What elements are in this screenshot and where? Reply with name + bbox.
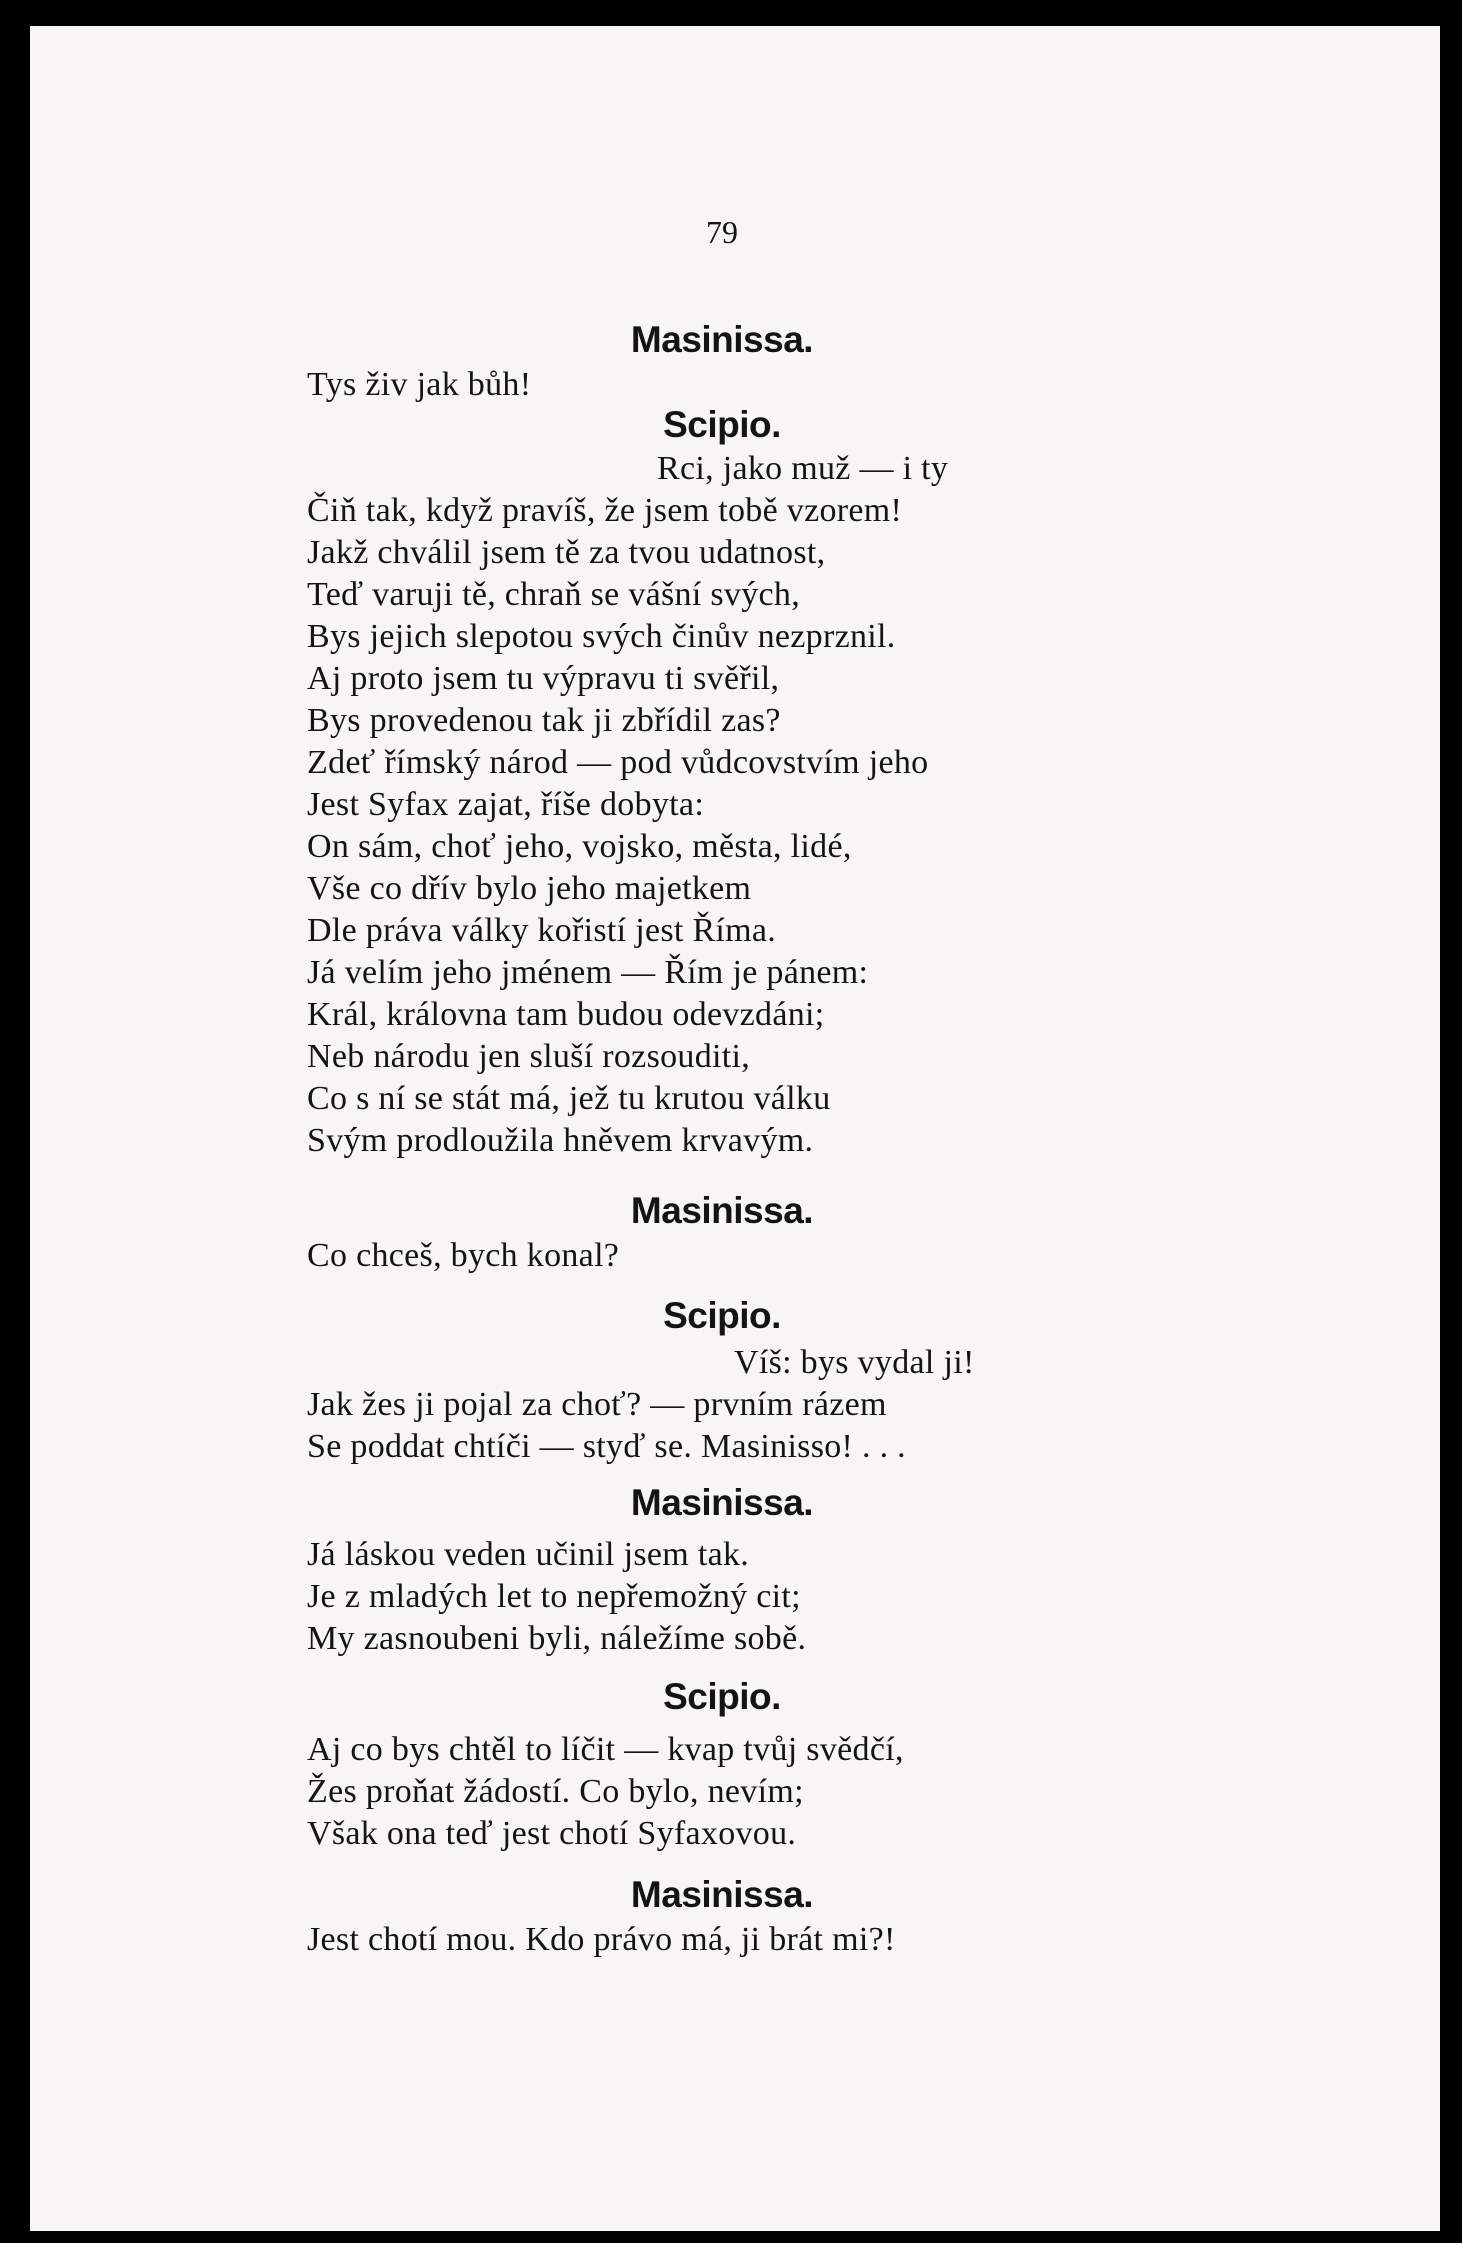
verse-line: Já velím jeho jménem — Řím je pánem: — [307, 954, 869, 991]
speaker-name: Scipio. — [663, 1295, 781, 1336]
verse-line: Rci, jako muž — i ty — [657, 450, 949, 487]
verse-line: On sám, choť jeho, vojsko, města, lidé, — [307, 828, 852, 865]
verse-line: Jak žes ji pojal za choť? — prvním rázem — [307, 1386, 887, 1423]
book-page — [30, 26, 1440, 2231]
verse-line: Však ona teď jest chotí Syfaxovou. — [307, 1815, 797, 1852]
verse-line: Vše co dřív bylo jeho majetkem — [307, 870, 752, 907]
speaker-name: Masinissa. — [630, 1482, 814, 1523]
verse-line: Král, královna tam budou odevzdáni; — [307, 996, 825, 1033]
speaker-name: Masinissa. — [630, 319, 814, 360]
verse-line: Dle práva války kořistí jest Říma. — [307, 912, 777, 949]
verse-line: Já láskou veden učinil jsem tak. — [307, 1536, 750, 1573]
verse-line: Jest chotí mou. Kdo právo má, ji brát mi?! — [307, 1921, 896, 1958]
page-number: 79 — [706, 214, 738, 250]
verse-line: Víš: bys vydal ji! — [734, 1344, 975, 1381]
verse-line: Svým prodloužila hněvem krvavým. — [307, 1122, 814, 1159]
verse-line: Co chceš, bych konal? — [307, 1237, 620, 1274]
verse-line: Jakž chválil jsem tě za tvou udatnost, — [307, 534, 826, 571]
speaker-name: Scipio. — [663, 404, 781, 445]
verse-line: Je z mladých let to nepřemožný cit; — [307, 1578, 801, 1615]
verse-line: Se poddat chtíči — styď se. Masinisso! . . . — [307, 1428, 906, 1465]
speaker-name: Masinissa. — [630, 1190, 814, 1231]
verse-line: Jest Syfax zajat, říše dobyta: — [307, 786, 705, 823]
verse-line: Bys jejich slepotou svých činův nezprznil. — [307, 618, 896, 655]
verse-line: Teď varuji tě, chraň se vášní svých, — [307, 576, 801, 613]
verse-line: Čiň tak, když pravíš, že jsem tobě vzorem! — [307, 492, 903, 529]
speaker-name: Scipio. — [663, 1676, 781, 1717]
verse-line: Zdeť římský národ — pod vůdcovstvím jeho — [307, 744, 929, 781]
verse-line: Žes proňat žádostí. Co bylo, nevím; — [307, 1773, 804, 1810]
verse-line: Co s ní se stát má, jež tu krutou válku — [307, 1080, 831, 1117]
verse-line: Neb národu jen sluší rozsouditi, — [307, 1038, 751, 1075]
verse-line: Aj proto jsem tu výpravu ti svěřil, — [307, 660, 780, 697]
verse-line: Bys provedenou tak ji zbřídil zas? — [307, 702, 781, 739]
speaker-name: Masinissa. — [630, 1874, 814, 1915]
verse-line: Tys živ jak bůh! — [307, 366, 532, 403]
verse-line: Aj co bys chtěl to líčit — kvap tvůj svědčí, — [307, 1731, 904, 1768]
verse-line: My zasnoubeni byli, náležíme sobě. — [307, 1620, 807, 1657]
